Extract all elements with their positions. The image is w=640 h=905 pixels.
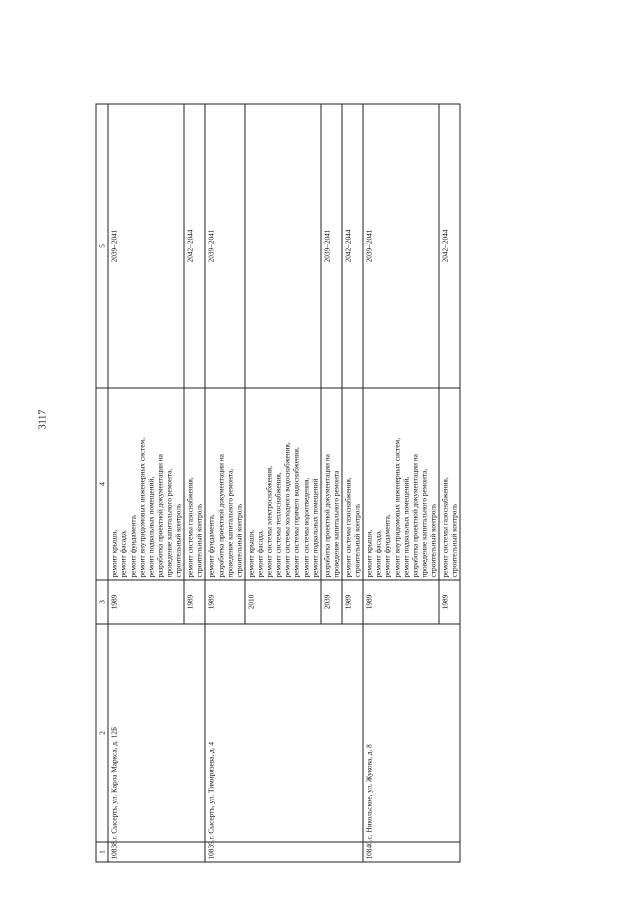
work-line: проведение капитального ремонта, <box>419 468 429 577</box>
work-line: ремонт системы электроснабжения, <box>264 465 274 577</box>
work-line: ремонт системы горячего водоснабжения, <box>291 446 301 577</box>
work-line: строительный контроль <box>173 503 183 577</box>
work-line: строительный контроль <box>352 503 362 577</box>
row-number-cell: 10840. <box>363 842 460 862</box>
period-cell: 2039–2041 <box>363 104 439 388</box>
table-row <box>205 104 244 862</box>
work-line: ремонт подвальных помещений, <box>401 476 411 577</box>
row-number-cell: 10838. <box>108 842 205 862</box>
year-cell: 1989 <box>439 580 460 624</box>
works-cell <box>205 388 244 580</box>
work-line: ремонт фасада, <box>255 529 265 577</box>
work-line: разработка проектной документации на <box>322 453 332 577</box>
row-number-cell: 10839. <box>205 842 363 862</box>
table-header-row <box>96 104 108 862</box>
work-line: проведение капитального ремонта <box>331 470 341 577</box>
work-line: ремонт крыши, <box>364 529 374 577</box>
work-line: ремонт системы водоотведения, <box>301 477 311 577</box>
column-header: 2 <box>96 624 108 842</box>
period-cell: 2042–2044 <box>342 104 363 388</box>
period-cell: 2042–2044 <box>184 104 205 388</box>
work-line: ремонт фундамента, <box>128 513 138 577</box>
work-line: разработка проектной документации на <box>410 453 420 577</box>
year-cell: 1989 <box>205 580 244 624</box>
page-number: 3117 <box>37 409 49 430</box>
work-line: ремонт системы холодного водоснабжения, <box>282 441 292 577</box>
work-line: ремонт фасада, <box>373 529 383 577</box>
works-cell <box>184 388 205 580</box>
work-line: ремонт подвальных помещений <box>310 478 320 577</box>
year-cell: 1989 <box>363 580 439 624</box>
work-line: строительный контроль <box>428 503 438 577</box>
works-cell <box>363 388 439 580</box>
address-cell: г. Сысерть, ул. Карла Маркса, д. 12Б <box>108 624 205 842</box>
work-line: ремонт фундамента, <box>382 513 392 577</box>
work-line: ремонт подвальных помещений, <box>146 476 156 577</box>
work-line: строительный контроль <box>194 503 204 577</box>
year-cell: 2039 <box>321 580 342 624</box>
works-cell <box>321 388 342 580</box>
works-cell <box>108 388 184 580</box>
period-cell: 2039–2041 <box>108 104 184 388</box>
works-cell <box>439 388 460 580</box>
repair-schedule-table <box>96 103 461 862</box>
period-cell: 2042–2044 <box>439 104 460 388</box>
work-line: разработка проектной документации на <box>155 453 165 577</box>
column-header: 4 <box>96 388 108 580</box>
work-line: ремонт крыши, <box>246 529 256 577</box>
work-line: ремонт крыши, <box>109 529 119 577</box>
work-line: ремонт внутридомовых инженерных систем, <box>392 437 402 577</box>
work-line: ремонт системы газоснабжения, <box>343 476 353 577</box>
work-line: строительный контроль <box>234 503 244 577</box>
year-cell: 2010 <box>245 580 321 624</box>
year-cell: 1989 <box>108 580 184 624</box>
works-cell <box>245 388 321 580</box>
work-line: проведение капитального ремонта, <box>225 468 235 577</box>
rotated-table-wrapper <box>96 104 545 862</box>
work-line: разработка проектной документации на <box>216 453 226 577</box>
period-cell: 2039–2041 <box>205 104 244 388</box>
work-line: ремонт системы газоснабжения, <box>440 476 450 577</box>
column-header: 3 <box>96 580 108 624</box>
work-line: ремонт внутридомовых инженерных систем, <box>137 437 147 577</box>
work-line: проведение капитального ремонта, <box>164 468 174 577</box>
period-cell <box>245 104 321 388</box>
table-row <box>363 104 439 862</box>
work-line: ремонт системы газоснабжения, <box>185 476 195 577</box>
year-cell: 1989 <box>184 580 205 624</box>
period-cell: 2039–2041 <box>321 104 342 388</box>
address-cell: с. Никольское, ул. Жукова, д. 8 <box>363 624 460 842</box>
column-header: 1 <box>96 842 108 862</box>
work-line: ремонт фундамента, <box>206 513 216 577</box>
table-row <box>108 104 184 862</box>
table-body <box>108 104 460 862</box>
year-cell: 1989 <box>342 580 363 624</box>
work-line: строительный контроль <box>449 503 459 577</box>
work-line: ремонт системы теплоснабжения, <box>273 471 283 577</box>
work-line: ремонт фасада, <box>118 529 128 577</box>
works-cell <box>342 388 363 580</box>
column-header: 5 <box>96 104 108 388</box>
address-cell: г. Сысерть, ул. Тимирязева, д. 4 <box>205 624 363 842</box>
